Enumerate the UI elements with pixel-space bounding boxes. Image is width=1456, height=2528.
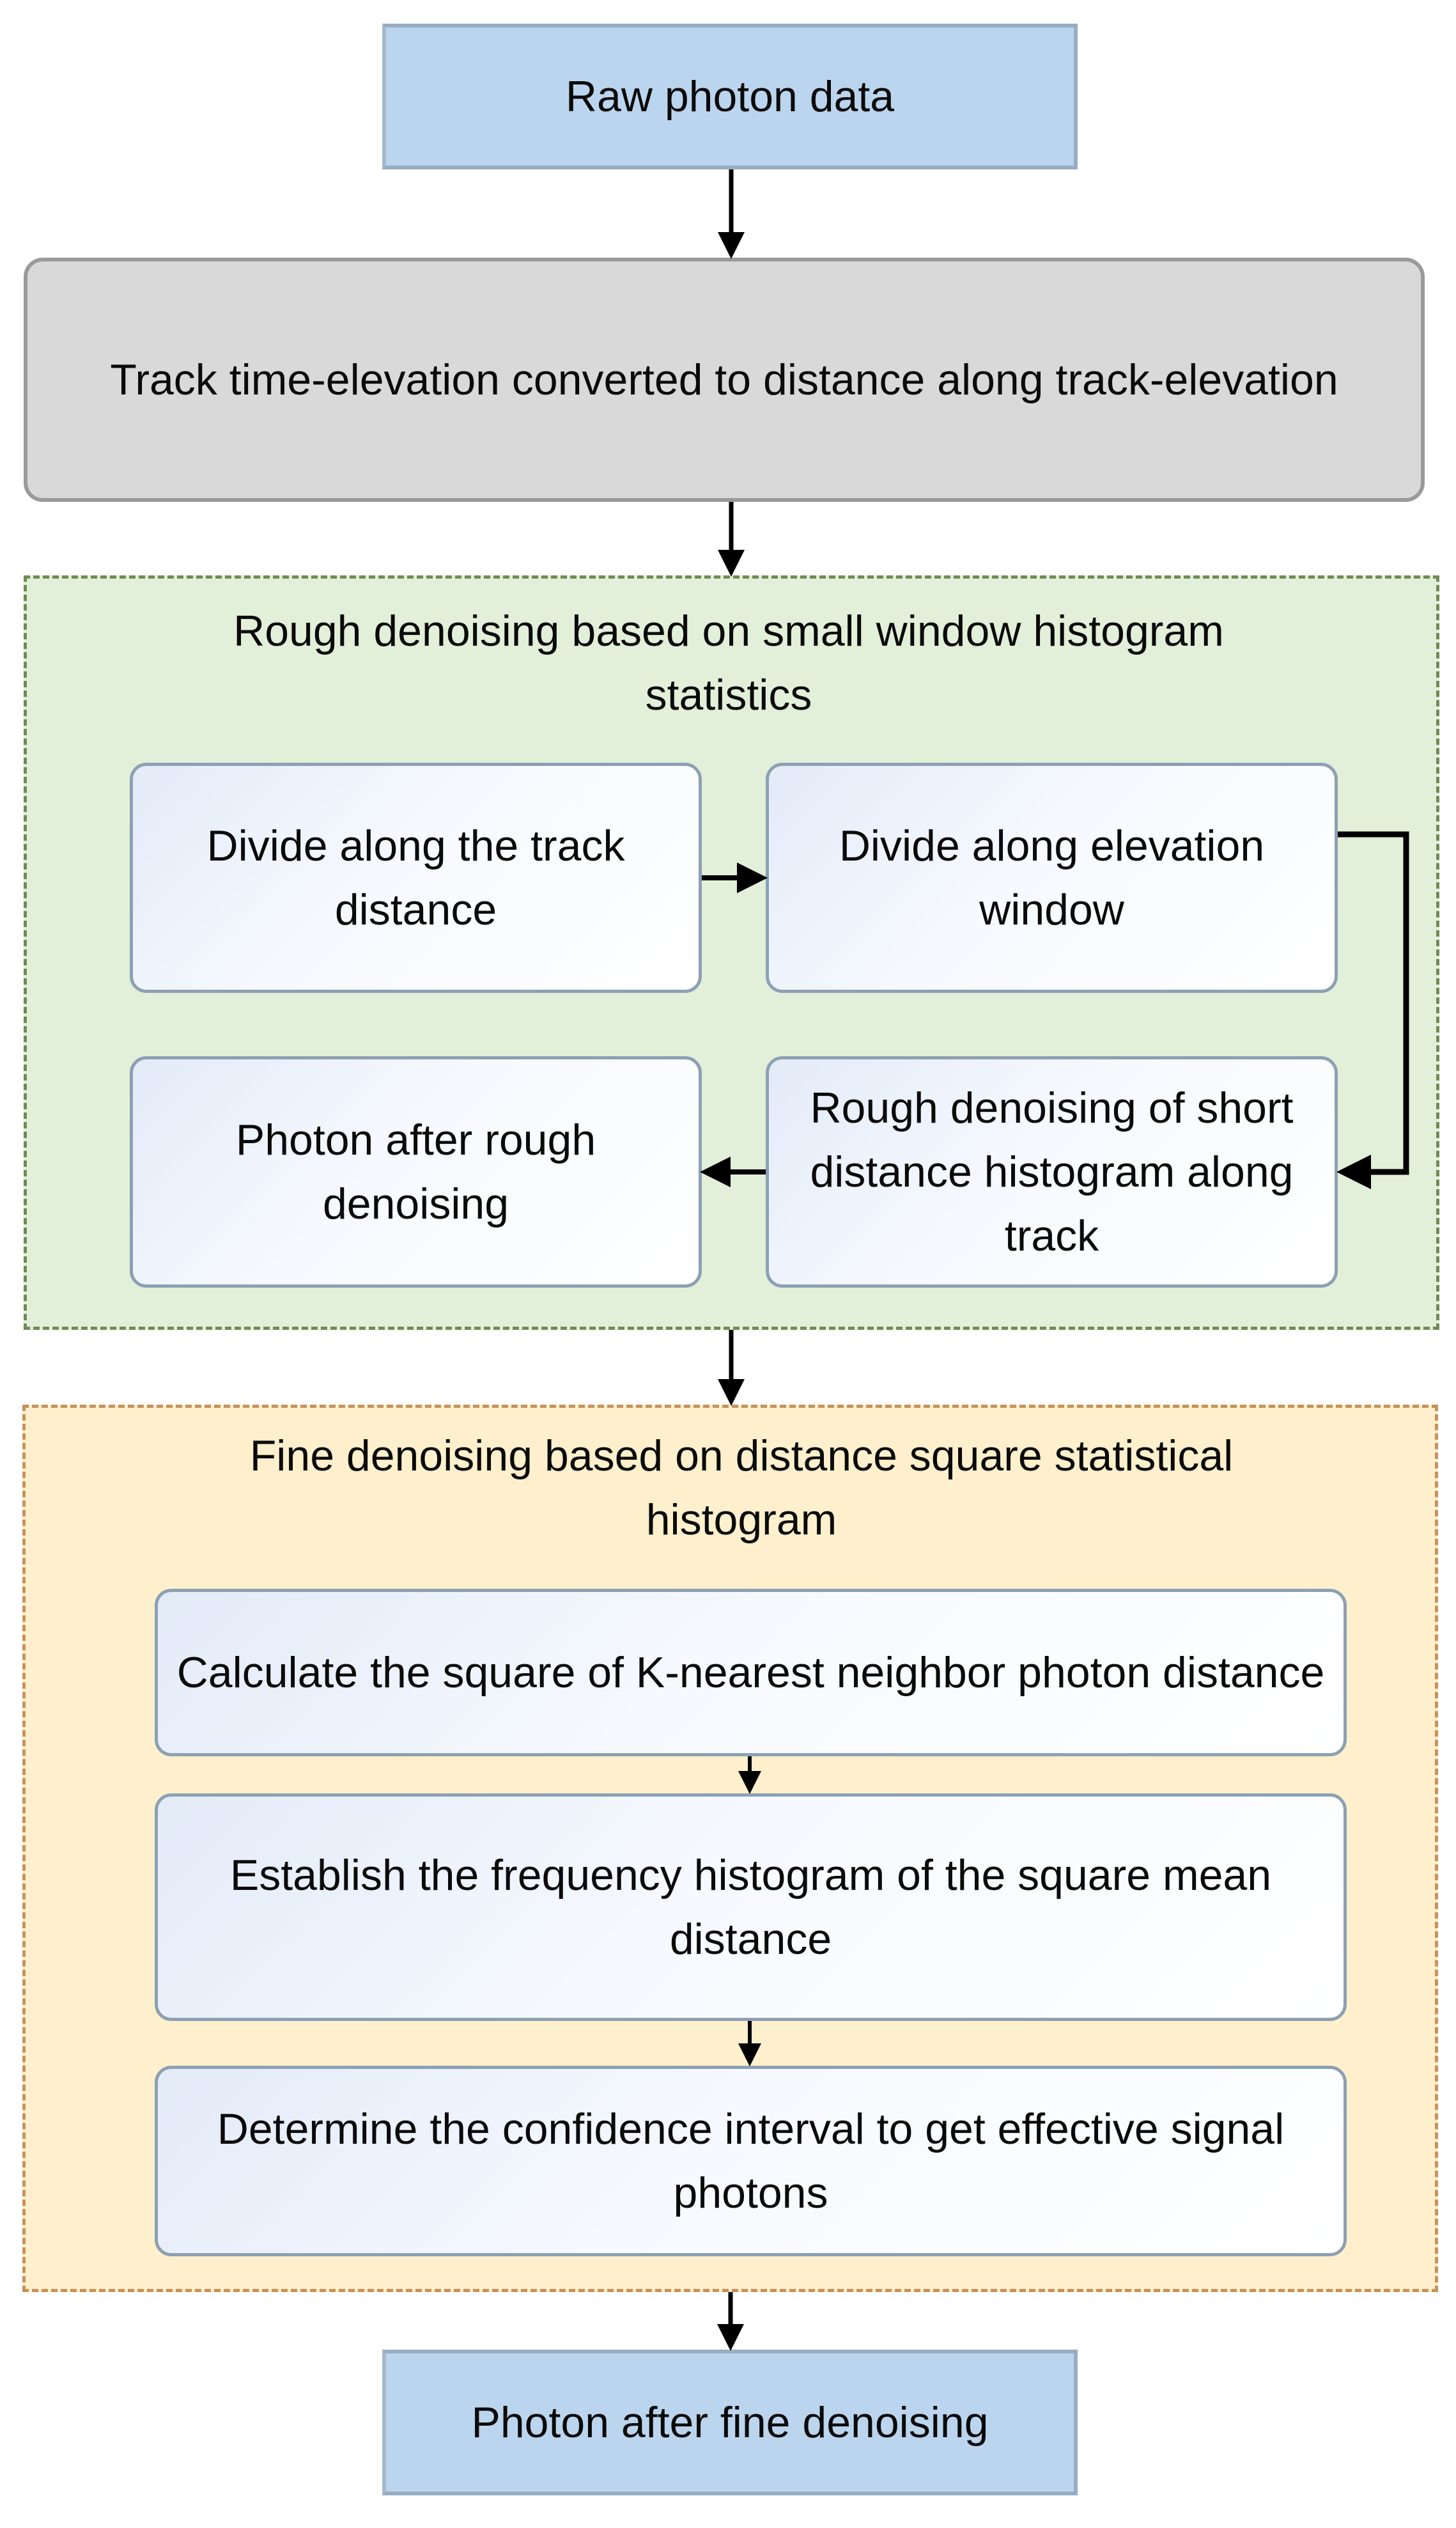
step-label: Calculate the square of K-nearest neighbor photon distance <box>176 1648 1325 1697</box>
step-label: Divide along elevation window <box>839 822 1265 934</box>
end-node-label: Photon after fine denoising <box>471 2398 989 2447</box>
convert-node-label: Track time-elevation converted to distance along track-elevation <box>110 355 1338 404</box>
fine-denoising-group-title: Fine denoising based on distance square statistical histogram <box>249 1432 1234 1544</box>
start-node-label: Raw photon data <box>565 72 895 121</box>
elbow-arrow-icon <box>1338 834 1406 1172</box>
step-label: Divide along the track distance <box>206 822 625 934</box>
step-label: Photon after rough denoising <box>235 1116 596 1228</box>
step-label: Determine the confidence interval to get effective signal photons <box>217 2105 1285 2217</box>
step-label: Establish the frequency histogram of the square mean distance <box>229 1851 1272 1963</box>
rough-denoising-group-title: Rough denoising based on small window histogram statistics <box>233 607 1224 719</box>
step-label: Rough denoising of short distance histogram along track <box>810 1084 1294 1260</box>
